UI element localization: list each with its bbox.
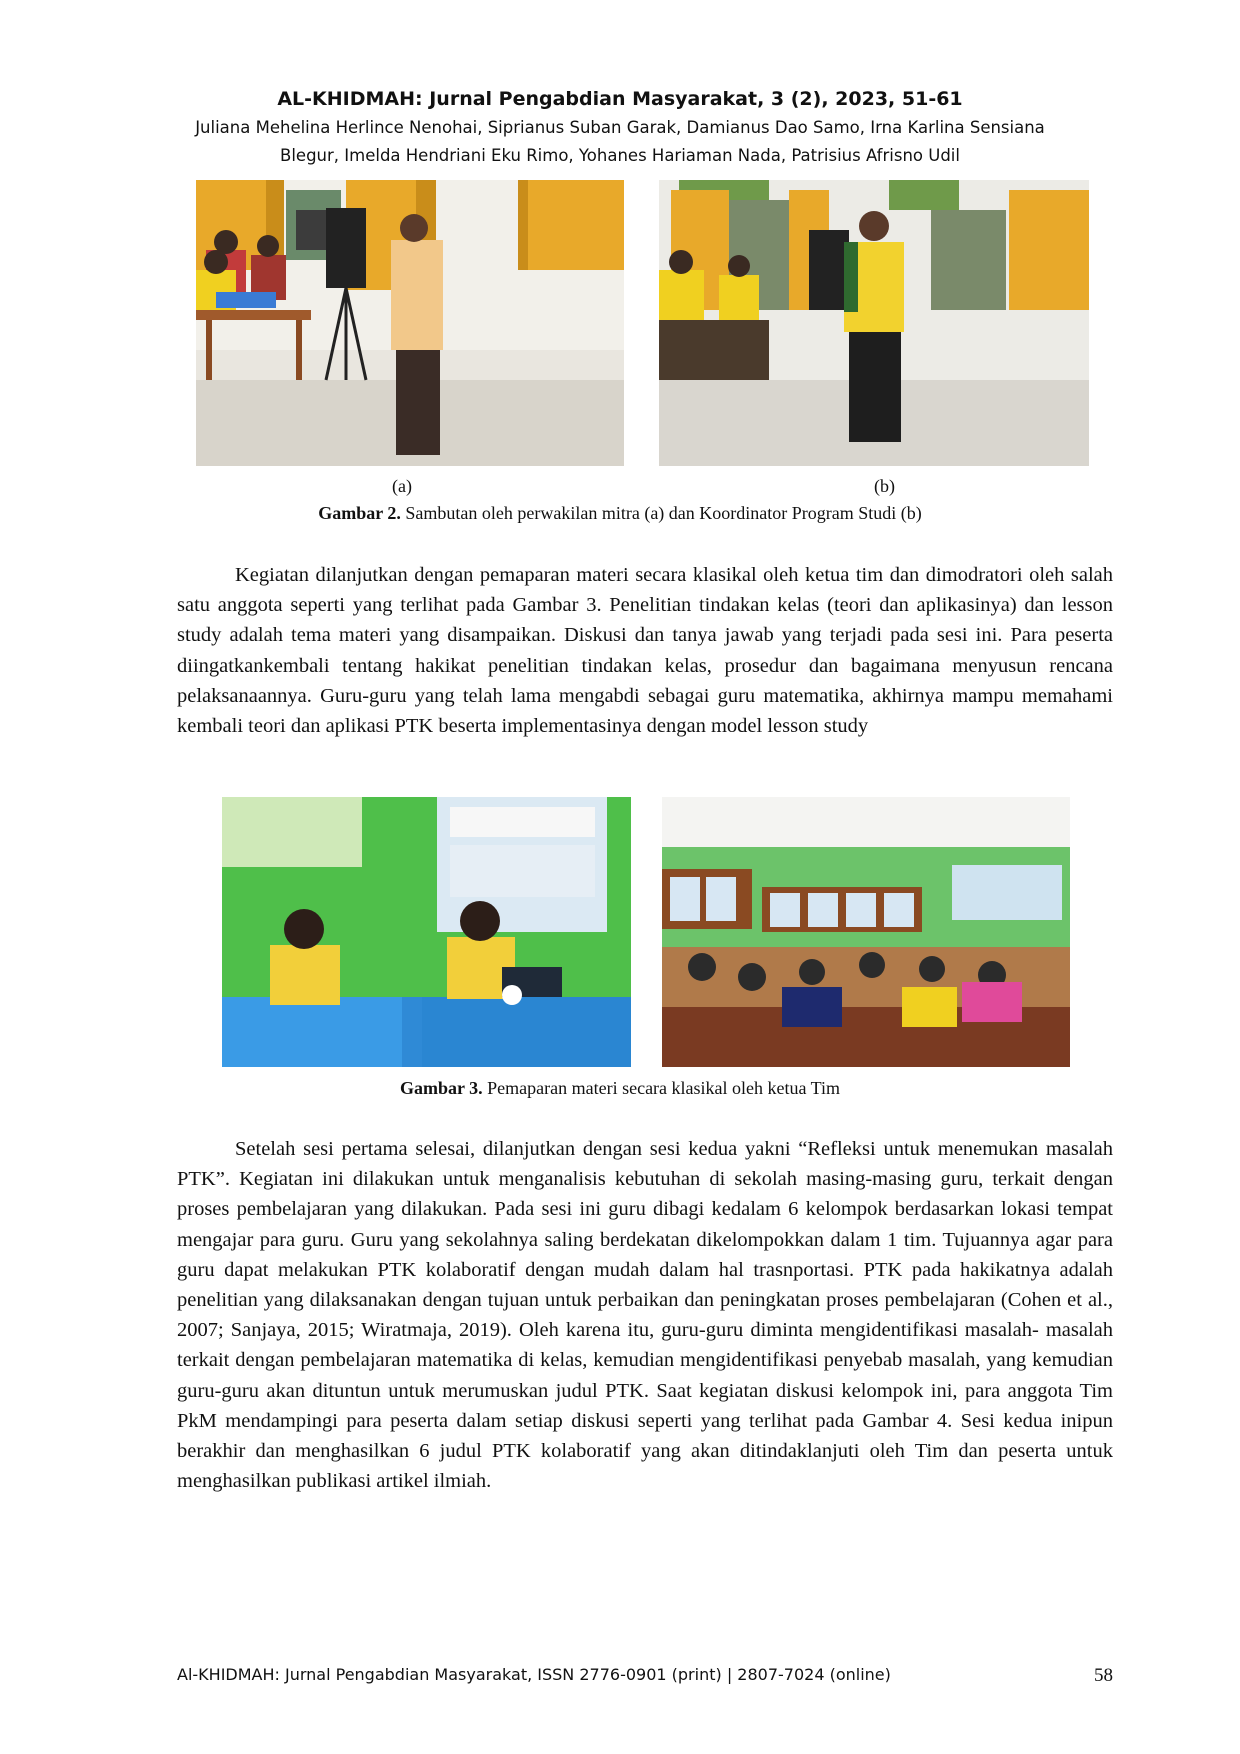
figure-2-caption-text: Sambutan oleh perwakilan mitra (a) dan Koordinator Program Studi (b) [400, 503, 922, 523]
journal-title-line: AL-KHIDMAH: Jurnal Pengabdian Masyarakat, 3 (2), 2023, 51-61 [277, 88, 963, 110]
figure-3a-photo [222, 797, 631, 1067]
figure-2b-photo [659, 180, 1089, 466]
page-number: 58 [1094, 1665, 1113, 1686]
figure-2a-photo [196, 180, 624, 466]
running-header [0, 86, 1240, 169]
body-paragraph-2: Setelah sesi pertama selesai, dilanjutkan dengan sesi kedua yakni “Refleksi untuk menemukan masalah PTK”. Kegiatan ini dilakukan untuk menganalisis kebutuhan di sekolah masing-masing guru, terkait dengan proses pembelajaran yang dilakukan. Pada sesi ini guru dibagi kedalam 6 kelompok berdasarkan lokasi tempat mengajar para guru. Guru yang sekolahnya saling berdekatan dikelompokkan dalam 1 tim. Tujuannya agar para guru dapat melakukan PTK kolaboratif dengan mudah dalam hal trasnportasi. PTK pada hakikatnya adalah penelitian yang dilaksanakan dengan tujuan untuk perbaikan dan peningkatan proses pembelajaran (Cohen et al., 2007; Sanjaya, 2015; Wiratmaja, 2019). Oleh karena itu, guru-guru diminta mengidentifikasi masalah- masalah terkait dengan pembelajaran matematika di kelas, kemudian mengidentifikasi penyebab masalah, yang kemudian guru-guru akan dituntun untuk merumuskan judul PTK. Saat kegiatan diskusi kelompok ini, para anggota Tim PkM mendampingi para peserta dalam setiap diskusi seperti yang terlihat pada Gambar 4. Sesi kedua inipun berakhir dan menghasilkan 6 judul PTK kolaboratif yang akan ditindaklanjuti oleh Tim dan peserta untuk menghasilkan publikasi artikel ilmiah. [177, 1138, 1113, 1493]
figure-3-caption-text: Pemaparan materi secara klasikal oleh ketua Tim [482, 1078, 841, 1098]
authors-line-2: Blegur, Imelda Hendriani Eku Rimo, Yohanes Hariaman Nada, Patrisius Afrisno Udil [280, 146, 960, 165]
page-footer [177, 1665, 1113, 1684]
figure-3-caption [0, 1078, 1240, 1099]
figure-3b-photo [662, 797, 1070, 1067]
figure-3-caption-label: Gambar 3. [399, 1078, 483, 1098]
body-paragraph-1: Kegiatan dilanjutkan dengan pemaparan materi secara klasikal oleh ketua tim dan dimodratori oleh salah satu anggota seperti yang terlihat pada Gambar 3. Penelitian tindakan kelas (teori dan aplikasinya) dan lesson study adalah tema materi yang disampaikan. Diskusi dan tanya jawab yang terjadi pada sesi ini. Para peserta diingatkankembali tentang hakikat penelitian tindakan kelas, prosedur dan bagaimana menyusun rencana pelaksanaannya. Guru-guru yang telah lama mengabdi sebagai guru matematika, akhirnya mampu memahami kembali teori dan aplikasi PTK beserta implementasinya dengan model lesson study [177, 564, 1113, 738]
figure-2-caption-label: Gambar 2. [318, 503, 401, 523]
figure-2a-label: (a) [392, 476, 412, 496]
authors-line-1: Juliana Mehelina Herlince Nenohai, Siprianus Suban Garak, Damianus Dao Samo, Irna Karlina Sensiana [195, 118, 1045, 137]
footer-journal-issn: Al-KHIDMAH: Jurnal Pengabdian Masyarakat, ISSN 2776-0901 (print) | 2807-7024 (online) [177, 1665, 891, 1684]
figure-2b-label: (b) [874, 476, 895, 496]
figure-2-caption [0, 503, 1240, 524]
